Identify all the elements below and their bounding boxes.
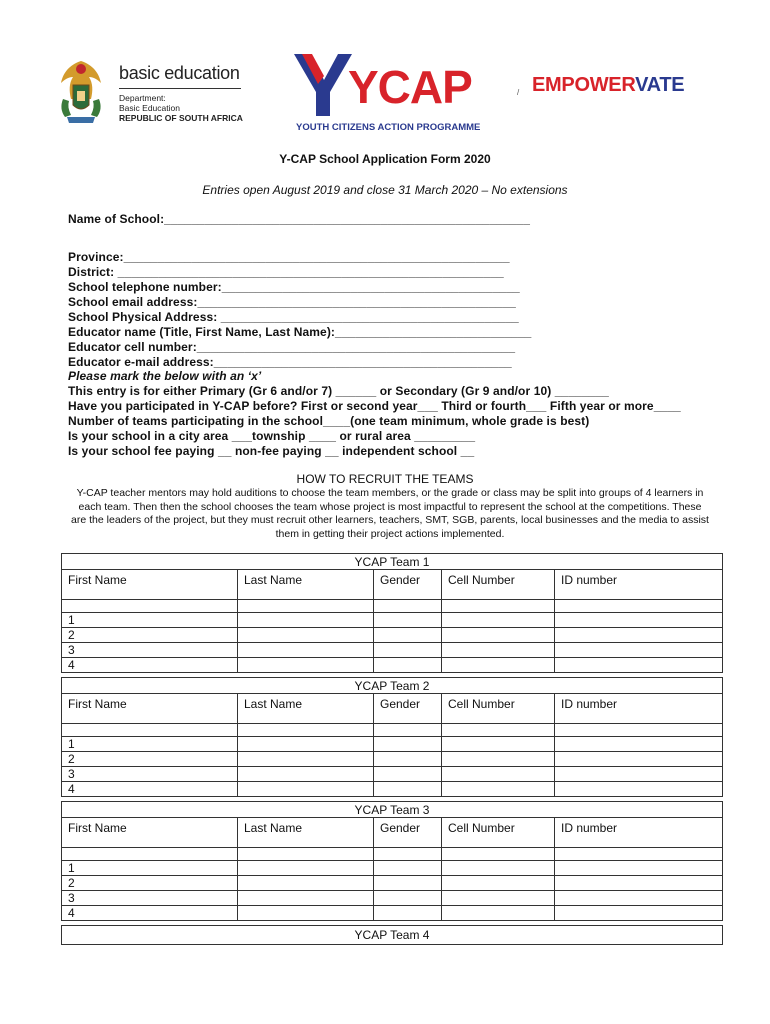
input-cell[interactable] [374,737,442,752]
table-cell [62,600,238,613]
col-gender: Gender [374,570,442,600]
table-cell [555,600,723,613]
input-cell[interactable] [374,752,442,767]
col-gender: Gender [374,694,442,724]
input-cell[interactable] [442,891,555,906]
field-school-telephone[interactable]: School telephone number:____________________________________________ [68,280,520,294]
table-cell [442,724,555,737]
field-educator-name[interactable]: Educator name (Title, First Name, Last Name):_____________________________ [68,325,532,339]
col-last-name: Last Name [238,570,374,600]
input-cell[interactable] [238,752,374,767]
table-row [62,752,723,767]
input-cell[interactable] [238,861,374,876]
field-school-name[interactable]: Name of School:______________________________________________________ [68,212,530,226]
table-row [62,613,723,628]
empowervate-part2: VATE [635,74,685,96]
input-cell[interactable] [555,628,723,643]
input-cell[interactable] [374,628,442,643]
row-number[interactable]: 4 [62,658,238,673]
field-district[interactable]: District: _________________________________________________________ [68,265,504,279]
ycap-y-icon [294,54,352,116]
input-cell[interactable] [555,752,723,767]
table-row [62,876,723,891]
row-number[interactable]: 2 [62,628,238,643]
row-number[interactable]: 2 [62,752,238,767]
row-number[interactable]: 4 [62,782,238,797]
input-cell[interactable] [442,643,555,658]
input-cell[interactable] [238,643,374,658]
field-school-physical-address[interactable]: School Physical Address: ____________________________________________ [68,310,519,324]
table-cell [238,600,374,613]
logo-separator: / [517,88,520,97]
input-cell[interactable] [555,737,723,752]
input-cell[interactable] [555,906,723,921]
row-number[interactable]: 1 [62,861,238,876]
table-cell [62,848,238,861]
col-first-name: First Name [62,818,238,848]
field-educator-cell[interactable]: Educator cell number:_______________________________________________ [68,340,516,354]
input-cell[interactable] [442,613,555,628]
table-cell [238,724,374,737]
table-cell [442,600,555,613]
team-title: YCAP Team 3 [62,802,723,818]
table-row [62,782,723,797]
table-cell [374,724,442,737]
input-cell[interactable] [555,782,723,797]
row-number[interactable]: 3 [62,643,238,658]
field-number-of-teams[interactable]: Number of teams participating in the school____(one team minimum, whole grade is best) [68,414,590,428]
field-entry-level[interactable]: This entry is for either Primary (Gr 6 and/or 7) ______ or Secondary (Gr 9 and/or 10) ________ [68,384,609,398]
field-school-area[interactable]: Is your school in a city area ___township ____ or rural area _________ [68,429,476,443]
input-cell[interactable] [238,628,374,643]
input-cell[interactable] [238,906,374,921]
team-title: YCAP Team 2 [62,678,723,694]
input-cell[interactable] [442,767,555,782]
input-cell[interactable] [238,782,374,797]
table-cell [374,848,442,861]
input-cell[interactable] [374,767,442,782]
dbe-line3: REPUBLIC OF SOUTH AFRICA [119,113,243,123]
form-title: Y-CAP School Application Form 2020 [279,152,491,166]
input-cell[interactable] [374,906,442,921]
input-cell[interactable] [238,767,374,782]
field-fee-paying[interactable]: Is your school fee paying __ non-fee paying __ independent school __ [68,444,475,458]
table-cell [374,600,442,613]
col-first-name: First Name [62,570,238,600]
input-cell[interactable] [374,891,442,906]
logo-header [0,0,770,145]
input-cell[interactable] [374,876,442,891]
input-cell[interactable] [442,861,555,876]
input-cell[interactable] [374,861,442,876]
input-cell[interactable] [442,752,555,767]
team-title: YCAP Team 4 [62,926,723,945]
table-cell [62,724,238,737]
input-cell[interactable] [374,613,442,628]
table-row [62,767,723,782]
col-id-number: ID number [555,570,723,600]
empowervate-logo [532,74,684,97]
input-cell[interactable] [555,891,723,906]
ycap-logo [290,50,510,135]
row-number[interactable]: 3 [62,767,238,782]
col-last-name: Last Name [238,818,374,848]
field-province[interactable]: Province:_________________________________________________________ [68,250,510,264]
empowervate-part1: EMPOWER [532,74,636,96]
row-number[interactable]: 4 [62,906,238,921]
col-cell-number: Cell Number [442,570,555,600]
coat-of-arms-icon [55,55,107,127]
table-row [62,861,723,876]
input-cell[interactable] [555,658,723,673]
input-cell[interactable] [442,906,555,921]
col-id-number: ID number [555,694,723,724]
recruit-heading: HOW TO RECRUIT THE TEAMS [296,472,474,486]
input-cell[interactable] [555,643,723,658]
input-cell[interactable] [442,876,555,891]
input-cell[interactable] [238,658,374,673]
col-cell-number: Cell Number [442,818,555,848]
ycap-wordmark: YCAP [348,61,472,113]
input-cell[interactable] [238,737,374,752]
team-title: YCAP Team 1 [62,554,723,570]
col-first-name: First Name [62,694,238,724]
table-cell [555,724,723,737]
table-row [62,891,723,906]
input-cell[interactable] [238,876,374,891]
table-row [62,643,723,658]
input-cell[interactable] [374,643,442,658]
col-last-name: Last Name [238,694,374,724]
table-cell [442,848,555,861]
team-table-1 [61,553,723,673]
col-id-number: ID number [555,818,723,848]
table-row [62,628,723,643]
input-cell[interactable] [238,613,374,628]
field-school-email[interactable]: School email address:_______________________________________________ [68,295,516,309]
table-cell [555,848,723,861]
col-cell-number: Cell Number [442,694,555,724]
dbe-line2: Basic Education [119,103,180,113]
input-cell[interactable] [442,737,555,752]
team-table-4 [61,925,723,945]
input-cell[interactable] [442,658,555,673]
input-cell[interactable] [238,891,374,906]
input-cell[interactable] [374,658,442,673]
form-subtitle: Entries open August 2019 and close 31 March 2020 – No extensions [202,183,568,197]
ycap-tagline: YOUTH CITIZENS ACTION PROGRAMME [296,122,481,133]
input-cell[interactable] [374,782,442,797]
field-participated-before[interactable]: Have you participated in Y-CAP before? First or second year___ Third or fourth___ Fifth year or more____ [68,399,681,413]
team-table-3 [61,801,723,921]
input-cell[interactable] [555,876,723,891]
team-table-2 [61,677,723,797]
table-cell [238,848,374,861]
row-number[interactable]: 2 [62,876,238,891]
dbe-title: basic education [119,63,240,83]
input-cell[interactable] [555,861,723,876]
recruit-paragraph: Y-CAP teacher mentors may hold auditions to choose the team members, or the grade or class may be split into groups of 4 learners in each team. Then then the school chooses the team whose project is most impactful to represent the school at the competitions. These are the leaders of the project, but they must recruit other learners, teachers, SMT, SGB, parents, local businesses and the media to assist them in getting their project actions implemented. [71,487,709,540]
mark-instruction: Please mark the below with an ‘x’ [68,369,262,383]
row-number[interactable]: 3 [62,891,238,906]
table-row [62,906,723,921]
input-cell[interactable] [442,628,555,643]
input-cell[interactable] [442,782,555,797]
row-number[interactable]: 1 [62,613,238,628]
col-gender: Gender [374,818,442,848]
dbe-divider [119,88,241,89]
input-cell[interactable] [555,613,723,628]
table-row [62,658,723,673]
table-row [62,737,723,752]
field-educator-email[interactable]: Educator e-mail address:____________________________________________ [68,355,512,369]
dbe-line1: Department: [119,93,166,103]
dbe-logo [55,55,255,130]
row-number[interactable]: 1 [62,737,238,752]
input-cell[interactable] [555,767,723,782]
